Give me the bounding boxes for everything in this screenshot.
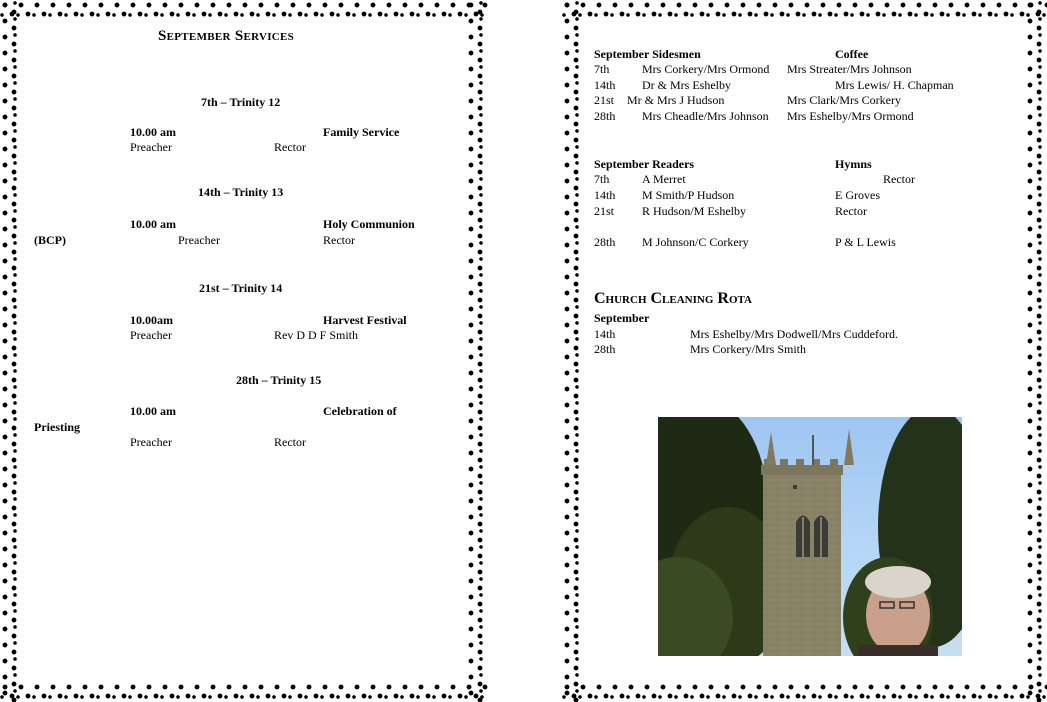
sidesmen-names: Mrs Cheadle/Mrs Johnson [642,109,769,123]
sidesmen-names: Dr & Mrs Eshelby [642,78,731,92]
service-note: (BCP) [34,233,66,247]
preacher-label: Preacher [130,140,172,154]
coffee-names: Mrs Eshelby/Mrs Ormond [787,109,914,123]
service-name: Celebration of [323,404,397,418]
decorative-border-top [0,0,488,20]
service-name: Harvest Festival [323,313,407,327]
preacher-name: Rev D D F Smith [274,328,359,342]
readers-names: M Smith/P Hudson [642,188,735,202]
hymns-names: Rector [835,204,867,218]
readers-date: 28th [594,235,616,249]
sidesmen-date: 21st [594,93,615,107]
decorative-border-right [1025,0,1045,702]
church-tower-photo [658,417,962,656]
preacher-label: Preacher [130,435,172,449]
service-name: Family Service [323,125,400,139]
service-note: Priesting [34,420,80,434]
cleaning-date: 14th [594,327,616,341]
preacher-name: Rector [274,435,306,449]
page-title: September Services [158,28,295,44]
service-heading: 14th – Trinity 13 [198,185,284,199]
decorative-border-right [466,0,486,702]
preacher-name: Rector [323,233,355,247]
cleaning-month: September [594,311,650,325]
left-page [0,0,488,702]
hymns-names: E Groves [835,188,880,202]
service-heading: 7th – Trinity 12 [201,95,281,109]
service-time: 10.00am [130,313,173,327]
readers-names: A Merret [642,172,686,186]
service-heading: 28th – Trinity 15 [236,373,322,387]
decorative-border-bottom [562,682,1047,702]
service-time: 10.00 am [130,404,176,418]
decorative-border-left [0,0,20,702]
readers-names: M Johnson/C Corkery [642,235,749,249]
sidesmen-date: 14th [594,78,616,92]
hymns-heading: Hymns [835,157,872,171]
decorative-border-bottom [0,682,488,702]
service-time: 10.00 am [130,217,176,231]
sidesmen-names: Mr & Mrs J Hudson [627,93,725,107]
cleaning-names: Mrs Corkery/Mrs Smith [690,342,807,356]
readers-names: R Hudson/M Eshelby [642,204,747,218]
hymns-names: P & L Lewis [835,235,896,249]
preacher-name: Rector [274,140,306,154]
readers-heading: September Readers [594,157,695,171]
decorative-border-left [562,0,582,702]
service-heading: 21st – Trinity 14 [199,281,283,295]
service-time: 10.00 am [130,125,176,139]
readers-date: 14th [594,188,616,202]
sidesmen-date: 28th [594,109,616,123]
cleaning-names: Mrs Eshelby/Mrs Dodwell/Mrs Cuddeford. [690,327,898,341]
decorative-border-top [562,0,1047,20]
coffee-names: Mrs Clark/Mrs Corkery [787,93,901,107]
readers-date: 7th [594,172,610,186]
hymns-names: Rector [883,172,915,186]
preacher-label: Preacher [178,233,220,247]
cleaning-date: 28th [594,342,616,356]
readers-date: 21st [594,204,615,218]
sidesmen-date: 7th [594,62,610,76]
service-name: Holy Communion [323,217,415,231]
coffee-heading: Coffee [835,47,869,61]
sidesmen-names: Mrs Corkery/Mrs Ormond [642,62,770,76]
preacher-label: Preacher [130,328,172,342]
sidesmen-heading: September Sidesmen [594,47,701,61]
coffee-names: Mrs Lewis/ H. Chapman [835,78,954,92]
cleaning-rota-title: Church Cleaning Rota [594,290,752,307]
coffee-names: Mrs Streater/Mrs Johnson [787,62,912,76]
